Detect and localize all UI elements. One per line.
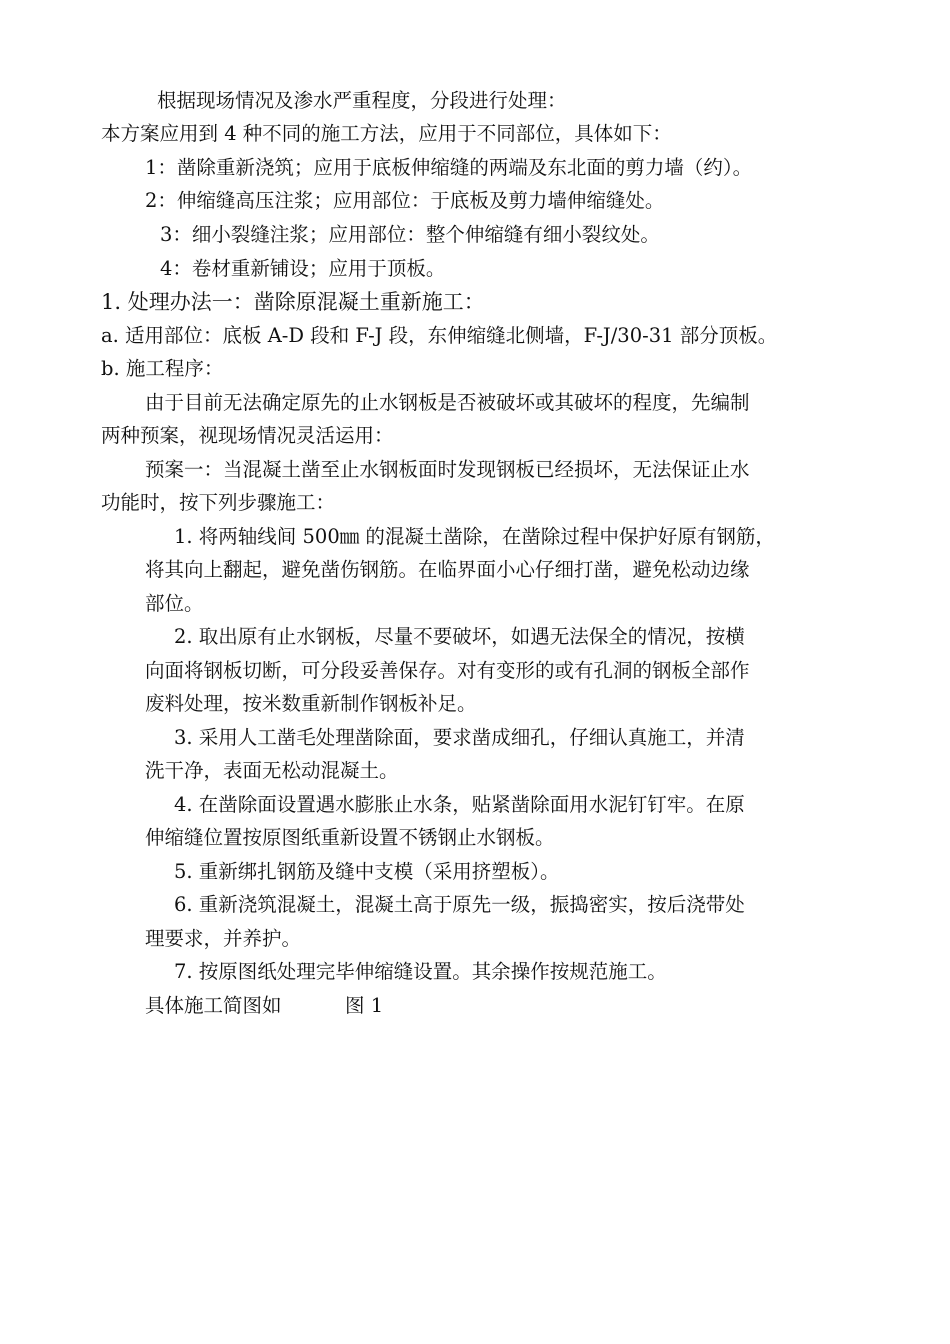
step-1-line: 将其向上翻起，避免凿伤钢筋。在临界面小心仔细打凿，避免松动边缘	[145, 558, 750, 581]
method-item-3: 3：细小裂缝注浆；应用部位：整个伸缩缝有细小裂纹处。	[160, 223, 660, 246]
step-2-line: 2. 取出原有止水钢板，尽量不要破坏，如遇无法保全的情况，按横	[174, 625, 745, 648]
plan-one-line: 功能时，按下列步骤施工：	[101, 491, 336, 514]
procedure-label: b. 施工程序：	[101, 357, 224, 380]
section-heading: 1. 处理办法一：凿除原混凝土重新施工：	[101, 290, 485, 314]
step-2-line: 废料处理，按米数重新制作钢板补足。	[145, 692, 477, 715]
figure-reference-number: 图 1	[345, 994, 384, 1017]
figure-reference-label: 具体施工简图如	[145, 994, 282, 1017]
method-item-1: 1：凿除重新浇筑；应用于底板伸缩缝的两端及东北面的剪力墙（约）。	[145, 156, 753, 179]
plan-one-line: 预案一：当混凝土凿至止水钢板面时发现钢板已经损坏，无法保证止水	[145, 458, 750, 481]
applicable-location: a. 适用部位：底板 A-D 段和 F-J 段，东伸缩缝北侧墙，F-J/30-31 部分顶板。	[101, 324, 778, 347]
step-2-line: 向面将钢板切断，可分段妥善保存。对有变形的或有孔洞的钢板全部作	[145, 659, 750, 682]
step-5-line: 5. 重新绑扎钢筋及缝中支模（采用挤塑板）。	[174, 860, 560, 883]
paragraph-line: 由于目前无法确定原先的止水钢板是否被破坏或其破坏的程度，先编制	[145, 391, 750, 414]
step-6-line: 6. 重新浇筑混凝土，混凝土高于原先一级，振捣密实，按后浇带处	[174, 893, 745, 916]
step-3-line: 洗干净，表面无松动混凝土。	[145, 759, 399, 782]
method-item-4: 4：卷材重新铺设；应用于顶板。	[160, 257, 446, 280]
intro-line-1: 根据现场情况及渗水严重程度，分段进行处理：	[157, 89, 567, 112]
intro-line-2: 本方案应用到 4 种不同的施工方法，应用于不同部位，具体如下：	[101, 122, 672, 145]
step-3-line: 3. 采用人工凿毛处理凿除面，要求凿成细孔，仔细认真施工，并清	[174, 726, 745, 749]
method-item-2: 2：伸缩缝高压注浆；应用部位：于底板及剪力墙伸缩缝处。	[145, 189, 665, 212]
step-1-line: 部位。	[145, 592, 204, 615]
step-4-line: 伸缩缝位置按原图纸重新设置不锈钢止水钢板。	[145, 826, 555, 849]
paragraph-line: 两种预案，视现场情况灵活运用：	[101, 424, 394, 447]
step-4-line: 4. 在凿除面设置遇水膨胀止水条，贴紧凿除面用水泥钉钉牢。在原	[174, 793, 745, 816]
step-1-line: 1. 将两轴线间 500㎜ 的混凝土凿除，在凿除过程中保护好原有钢筋，	[174, 525, 775, 548]
step-7-line: 7. 按原图纸处理完毕伸缩缝设置。其余操作按规范施工。	[174, 960, 667, 983]
step-6-line: 理要求，并养护。	[145, 927, 302, 950]
